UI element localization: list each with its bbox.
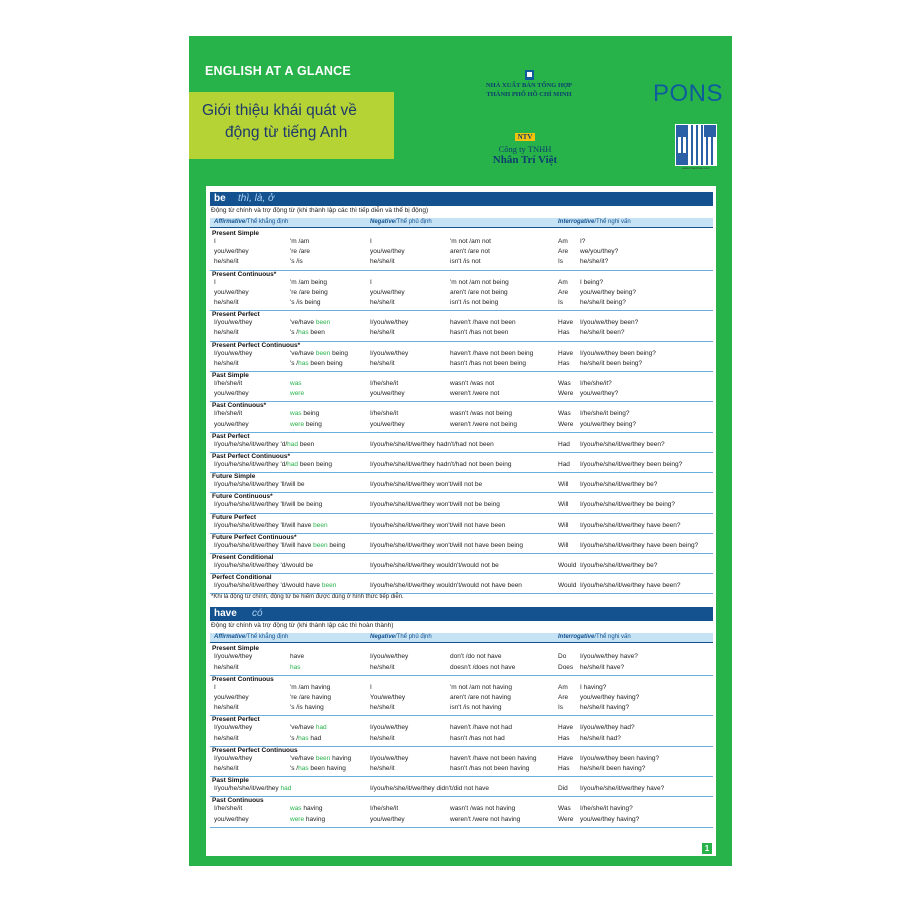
negative-form: hasn't /has not been [450, 329, 509, 337]
question-auxiliary: Was [558, 805, 571, 813]
section-meaning: có [252, 608, 263, 620]
column-header-negative-en: Negative [370, 219, 396, 225]
negative-subject: I [370, 683, 372, 691]
negative-subject: I/you/he/she/it/we/they hadn't/had not been [370, 440, 494, 448]
vietnamese-title-line2: động từ tiếng Anh [225, 124, 348, 141]
question-auxiliary: Do [558, 653, 567, 661]
question-form: I/you/he/she/it/we/they have been being? [580, 541, 699, 549]
negative-subject: he/she/it [370, 258, 395, 266]
publisher-logo-icon [525, 70, 534, 80]
highlighted-form: been [321, 582, 337, 590]
affirmative-subject: I/you/we/they [214, 319, 253, 327]
column-header-affirmative [214, 634, 288, 640]
affirmative-subject: you/we/they [214, 248, 249, 256]
affirmative-subject: you/we/they [214, 815, 249, 823]
tense-name: Future Perfect [212, 513, 257, 521]
negative-subject: I/you/he/she/it/we/they won't/will not have been being [370, 541, 524, 549]
question-form: I/you/he/she/it/we/they been? [580, 440, 665, 448]
question-auxiliary: Were [558, 390, 574, 398]
negative-form: wasn't /was not having [450, 805, 516, 813]
tense-name: Future Perfect Continuous* [212, 533, 297, 541]
ntv-company-name: Nhân Trí Việt [492, 154, 558, 166]
affirmative-subject: I/you/he/she/it/we/they 'll/will have been being [214, 541, 346, 549]
question-form: he/she/it been being? [580, 359, 643, 367]
negative-subject: he/she/it [370, 359, 395, 367]
affirmative-subject: I/you/he/she/it/we/they 'd/had been [214, 440, 315, 448]
column-header-interrogative-vn: /Thể nghi vấn [594, 219, 631, 225]
publisher-line1: NHÀ XUẤT BẢN TỔNG HỢP [485, 82, 573, 89]
tense-row [210, 553, 713, 574]
tense-row [210, 746, 713, 777]
column-header-affirmative-vn: /Thể khẳng định [245, 634, 289, 641]
question-form: we/you/they? [580, 248, 619, 256]
negative-form: hasn't /has not been having [450, 764, 530, 772]
highlighted-form: has [290, 663, 301, 671]
highlighted-form: were [290, 420, 305, 428]
ntv-company-type: Công ty TNHH [498, 144, 552, 154]
question-form: you/we/they having? [580, 815, 640, 823]
negative-form: 'm not /am not having [450, 683, 512, 691]
negative-form: isn't /is not being [450, 298, 499, 306]
affirmative-form: 're /are having [290, 693, 331, 701]
highlighted-form: been [313, 521, 328, 529]
question-auxiliary: Are [558, 248, 569, 256]
affirmative-form: 're /are [290, 248, 311, 256]
conjugation-sheet [206, 186, 716, 856]
vietnamese-title-line1: Giới thiệu khái quát về [202, 102, 357, 119]
question-auxiliary: Are [558, 288, 569, 296]
question-form: I? [580, 238, 586, 245]
negative-subject: I/you/he/she/it/we/they hadn't/had not been being [370, 461, 512, 468]
question-auxiliary: Has [558, 329, 570, 337]
negative-subject: you/we/they [370, 288, 405, 296]
highlighted-form: been [315, 319, 331, 327]
column-header-negative [370, 219, 432, 225]
section-word: be [214, 193, 226, 204]
question-form: he/she/it been having? [580, 764, 646, 772]
qr-code-icon[interactable] [675, 124, 717, 170]
affirmative-form: 've/have been being [290, 349, 349, 357]
highlighted-form: was [290, 380, 302, 387]
question-form: I/you/we/they been? [580, 319, 639, 327]
negative-form: wasn't /was not being [450, 410, 512, 418]
affirmative-form: 'm /am being [290, 278, 328, 286]
question-form: he/she/it? [580, 258, 609, 266]
question-form: I/you/he/she/it/we/they been being? [580, 461, 683, 468]
tense-row [210, 401, 713, 432]
highlighted-form: were [290, 390, 305, 398]
negative-form: isn't /is not having [450, 704, 502, 712]
tense-name: Past Continuous* [212, 402, 267, 410]
highlighted-form: has [298, 359, 309, 367]
negative-form: haven't /have not been having [450, 754, 537, 762]
negative-subject: I/you/he/she/it/we/they wouldn't/would not be [370, 562, 499, 569]
affirmative-subject: I/he/she/it [214, 805, 243, 813]
negative-subject: he/she/it [370, 329, 395, 337]
question-form: I having? [580, 683, 607, 691]
affirmative-subject: you/we/they [214, 420, 249, 428]
affirmative-form: 've/have been [290, 319, 331, 327]
section-note: Động từ chính và trợ động từ (khi thành lập các thì hoàn thành) [211, 622, 394, 630]
tense-row [210, 452, 713, 473]
column-header-affirmative-en: Affirmative [214, 634, 246, 641]
affirmative-form: 's /is being [290, 298, 321, 306]
negative-form: aren't /are not [450, 248, 490, 256]
tense-row [210, 341, 713, 372]
affirmative-subject: I/you/he/she/it/we/they 'd/would have been [214, 582, 337, 590]
highlighted-form: has [298, 734, 309, 742]
question-form: I/you/he/she/it/we/they have been? [580, 582, 681, 590]
affirmative-form: 're /are being [290, 288, 328, 296]
question-auxiliary: Was [558, 410, 571, 418]
affirmative-form: have [290, 653, 305, 661]
ntv-logo-badge: NTV [515, 133, 536, 141]
negative-form: wasn't /was not [450, 380, 495, 387]
highlighted-form: had [287, 461, 299, 468]
affirmative-form: were being [290, 420, 322, 428]
negative-subject: you/we/they [370, 815, 405, 823]
negative-subject: I/you/we/they [370, 724, 409, 732]
question-auxiliary: Am [558, 683, 568, 691]
question-form: I/you/we/they been being? [580, 349, 656, 357]
question-form: he/she/it had? [580, 734, 621, 742]
affirmative-subject: I [214, 238, 216, 245]
question-form: he/she/it being? [580, 298, 626, 306]
question-auxiliary: Does [558, 663, 574, 671]
affirmative-subject: you/we/they [214, 288, 249, 296]
question-form: I/you/he/she/it/we/they be? [580, 481, 658, 489]
affirmative-form: 's /has been being [290, 359, 343, 367]
question-form: he/she/it have? [580, 663, 625, 671]
affirmative-subject: I/you/he/she/it/we/they 'd/had been being [214, 461, 332, 468]
affirmative-subject: he/she/it [214, 329, 239, 337]
negative-subject: you/we/they [370, 420, 405, 428]
affirmative-subject: he/she/it [214, 258, 239, 266]
tense-row [210, 432, 713, 453]
negative-subject: I [370, 278, 372, 286]
column-header-interrogative-en: Interrogative [558, 634, 595, 641]
question-form: you/we/they having? [580, 693, 640, 701]
negative-subject: I/he/she/it [370, 380, 399, 387]
highlighted-form: was [290, 410, 302, 418]
column-headers [210, 218, 713, 228]
affirmative-form: 's /has been having [290, 764, 346, 772]
tense-name: Past Perfect [212, 432, 250, 440]
negative-form: hasn't /has not had [450, 734, 505, 742]
publisher-block [459, 70, 599, 99]
question-auxiliary: Did [558, 785, 568, 793]
affirmative-subject: I/he/she/it [214, 410, 243, 418]
negative-subject: I/you/he/she/it/we/they won't/will not have been [370, 521, 506, 529]
affirmative-subject: I [214, 683, 216, 691]
affirmative-subject: I/you/we/they [214, 724, 253, 732]
question-form: I/you/he/she/it/we/they be? [580, 562, 658, 569]
column-header-affirmative-en: Affirmative [214, 219, 246, 225]
negative-form: doesn't /does not have [450, 663, 516, 671]
negative-subject: he/she/it [370, 734, 395, 742]
negative-form: don't /do not have [450, 653, 502, 661]
section-note: Động từ chính và trợ động từ (khi thành lập các thì tiếp diễn và thể bị động) [211, 207, 429, 214]
highlighted-form: was [290, 805, 302, 813]
column-headers [210, 633, 713, 643]
affirmative-form: 've/have been having [290, 754, 352, 762]
question-auxiliary: Have [558, 754, 574, 762]
question-form: I/he/she/it? [580, 380, 612, 387]
affirmative-subject: he/she/it [214, 734, 239, 742]
tense-name: Past Simple [212, 777, 249, 785]
tense-row [210, 675, 713, 717]
negative-form: weren't /were not having [450, 815, 521, 823]
column-header-negative [370, 634, 432, 640]
negative-form: 'm not /am not [450, 238, 491, 245]
question-auxiliary: Has [558, 764, 570, 772]
highlighted-form: been [315, 349, 331, 357]
affirmative-form [290, 664, 300, 672]
question-auxiliary: Have [558, 349, 574, 357]
question-auxiliary: Were [558, 420, 574, 428]
affirmative-form: 's /has been [290, 329, 325, 337]
pons-logo: PONS [653, 80, 724, 107]
highlighted-form: were [290, 815, 305, 823]
ntv-block [475, 126, 575, 166]
affirmative-subject: I/you/we/they [214, 653, 253, 661]
negative-form: haven't /have not been [450, 319, 516, 327]
question-auxiliary: Are [558, 693, 569, 701]
question-auxiliary: Is [558, 298, 564, 306]
negative-subject: I/you/he/she/it/we/they won't/will not be [370, 481, 483, 489]
question-auxiliary: Is [558, 704, 564, 712]
negative-subject: he/she/it [370, 704, 395, 712]
highlighted-form: had [280, 785, 292, 793]
column-header-interrogative-en: Interrogative [558, 219, 595, 225]
affirmative-subject: you/we/they [214, 390, 249, 398]
affirmative-subject: he/she/it [214, 663, 239, 671]
affirmative-form: was being [290, 410, 320, 418]
tense-name: Past Simple [212, 372, 249, 379]
negative-form: haven't /have not been being [450, 349, 534, 357]
highlighted-form: had [315, 724, 327, 732]
section-header-have [210, 607, 713, 621]
negative-subject: I/you/he/she/it/we/they won't/will not be being [370, 501, 500, 509]
tense-row [210, 229, 713, 271]
section-footnote: *Khi là động từ chính, động từ be hiếm được dùng ở hình thức tiếp diễn. [211, 594, 404, 601]
question-form: I/he/she/it being? [580, 410, 630, 418]
affirmative-subject: I/he/she/it [214, 380, 243, 387]
tense-row [210, 472, 713, 493]
negative-form: 'm not /am not being [450, 278, 509, 286]
question-form: you/we/they being? [580, 288, 637, 296]
page-number: 1 [702, 843, 712, 854]
question-form: I/you/we/they have? [580, 653, 638, 661]
affirmative-subject: I/you/we/they [214, 349, 253, 357]
affirmative-subject: I/you/he/she/it/we/they had [214, 785, 292, 793]
question-auxiliary: Will [558, 481, 569, 489]
tense-name: Past Continuous [212, 797, 264, 805]
affirmative-form: 've/have had [290, 724, 327, 732]
highlighted-form: has [298, 764, 309, 772]
question-auxiliary: Has [558, 734, 570, 742]
vietnamese-title-box [189, 92, 394, 159]
section-word: have [214, 608, 237, 620]
question-auxiliary: Had [558, 440, 570, 448]
negative-subject: I/you/we/they [370, 754, 409, 762]
negative-form: isn't /is not [450, 258, 481, 266]
affirmative-subject: you/we/they [214, 693, 249, 701]
affirmative-form: 's /has had [290, 734, 322, 742]
affirmative-subject: I [214, 278, 216, 286]
tense-row [210, 270, 713, 312]
highlighted-form: had [287, 440, 299, 448]
affirmative-subject: he/she/it [214, 764, 239, 772]
negative-form: aren't /are not being [450, 288, 508, 296]
negative-subject: you/we/they [370, 248, 405, 256]
tense-name: Present Continuous [212, 675, 274, 683]
tense-row [210, 492, 713, 513]
negative-form: weren't /were not being [450, 420, 518, 428]
tense-row [210, 796, 713, 827]
question-form: I/you/we/they been having? [580, 754, 660, 762]
question-form: I/he/she/it having? [580, 805, 633, 813]
column-header-interrogative [558, 219, 631, 225]
affirmative-subject: I/you/we/they [214, 754, 253, 762]
affirmative-subject: he/she/it [214, 359, 239, 367]
negative-form: weren't /were not [450, 390, 500, 398]
tense-row [210, 310, 713, 341]
tense-name: Present Continuous* [212, 270, 277, 278]
negative-subject: I/you/he/she/it/we/they wouldn't/would not have been [370, 582, 522, 590]
highlighted-form: been [315, 754, 331, 762]
highlighted-form: has [298, 329, 309, 337]
tense-name: Future Continuous* [212, 493, 273, 501]
affirmative-subject: I/you/he/she/it/we/they 'd/would be [214, 562, 314, 569]
affirmative-form: were having [290, 815, 326, 823]
tense-row [210, 371, 713, 402]
tense-row [210, 715, 713, 746]
column-header-negative-en: Negative [370, 634, 396, 641]
negative-form: haven't /have not had [450, 724, 512, 732]
tense-name: Present Perfect [212, 311, 260, 319]
affirmative-subject: I/you/he/she/it/we/they 'll/will have been [214, 521, 328, 529]
question-form: he/she/it having? [580, 704, 630, 712]
question-auxiliary: Has [558, 359, 570, 367]
question-auxiliary: Will [558, 541, 569, 549]
affirmative-subject: I/you/he/she/it/we/they 'll/will be being [214, 501, 323, 509]
tense-row [210, 533, 713, 554]
question-auxiliary: Would [558, 582, 577, 590]
affirmative-subject: he/she/it [214, 704, 239, 712]
publisher-line2: THÀNH PHỐ HỒ CHÍ MINH [486, 91, 572, 98]
affirmative-subject: I/you/he/she/it/we/they 'll/will be [214, 481, 305, 489]
negative-subject: he/she/it [370, 298, 395, 306]
affirmative-form: 's /is having [290, 704, 324, 712]
question-auxiliary: Have [558, 724, 574, 732]
tense-name: Present Perfect Continuous* [212, 341, 301, 349]
question-form: he/she/it been? [580, 329, 625, 337]
highlighted-form: been [313, 541, 328, 549]
negative-subject: You/we/they [370, 693, 406, 701]
negative-subject: he/she/it [370, 663, 395, 671]
question-auxiliary: Will [558, 501, 569, 509]
question-form: I/you/he/she/it/we/they be being? [580, 501, 676, 509]
question-form: you/we/they being? [580, 420, 637, 428]
tense-name: Present Perfect [212, 716, 260, 724]
question-form: I/you/he/she/it/we/they have been? [580, 521, 681, 529]
section-header-be [210, 192, 713, 206]
column-header-affirmative-vn: /Thể khẳng định [245, 219, 289, 225]
poster [189, 36, 732, 866]
negative-subject: you/we/they [370, 390, 405, 398]
negative-subject: he/she/it [370, 764, 395, 772]
question-form: you/we/they? [580, 390, 619, 398]
question-auxiliary: Will [558, 521, 569, 529]
tense-name: Present Simple [212, 230, 259, 237]
negative-subject: I/you/he/she/it/we/they didn't/did not have [370, 785, 490, 793]
tense-name: Perfect Conditional [212, 574, 272, 582]
question-auxiliary: Is [558, 258, 564, 266]
question-form: I/you/we/they had? [580, 724, 635, 732]
tense-name: Present Conditional [212, 554, 274, 561]
question-auxiliary: Am [558, 278, 568, 286]
affirmative-form [290, 390, 304, 398]
affirmative-form: was having [290, 805, 323, 813]
negative-subject: I/you/we/they [370, 653, 409, 661]
negative-subject: I/he/she/it [370, 410, 399, 418]
column-header-affirmative [214, 219, 288, 225]
negative-subject: I/you/we/they [370, 349, 409, 357]
qr-site-text: www.nhantriviet.com [682, 166, 710, 170]
negative-subject: I/you/we/they [370, 319, 409, 327]
section-meaning: thì, là, ở [238, 193, 275, 204]
negative-subject: I [370, 238, 372, 245]
question-auxiliary: Have [558, 319, 574, 327]
question-auxiliary: Would [558, 562, 577, 569]
tense-row [210, 644, 713, 675]
tense-row [210, 573, 713, 594]
question-form: I being? [580, 278, 604, 286]
column-header-negative-vn: /Thể phủ định [395, 219, 432, 225]
affirmative-form [290, 380, 302, 388]
question-auxiliary: Were [558, 815, 574, 823]
column-header-interrogative-vn: /Thể nghi vấn [594, 634, 631, 641]
column-header-negative-vn: /Thể phủ định [395, 634, 432, 641]
negative-form: aren't /are not having [450, 693, 511, 701]
column-header-interrogative [558, 634, 631, 640]
question-auxiliary: Am [558, 238, 568, 245]
affirmative-subject: he/she/it [214, 298, 239, 306]
series-title: ENGLISH AT A GLANCE [205, 64, 351, 78]
question-auxiliary: Was [558, 380, 571, 387]
question-form: I/you/he/she/it/we/they have? [580, 785, 665, 793]
negative-form: hasn't /has not been being [450, 359, 527, 367]
tense-row [210, 513, 713, 534]
tense-name: Present Simple [212, 645, 259, 653]
negative-subject: I/he/she/it [370, 805, 399, 813]
tense-name: Past Perfect Continuous* [212, 453, 291, 460]
tense-name: Present Perfect Continuous [212, 746, 298, 754]
affirmative-form: 'm /am having [290, 683, 331, 691]
qr-code-pattern [676, 125, 716, 165]
affirmative-form: 's /is [290, 258, 303, 266]
question-auxiliary: Had [558, 461, 570, 468]
tense-name: Future Simple [212, 473, 256, 481]
tense-row [210, 776, 713, 797]
affirmative-form: 'm /am [290, 238, 310, 245]
